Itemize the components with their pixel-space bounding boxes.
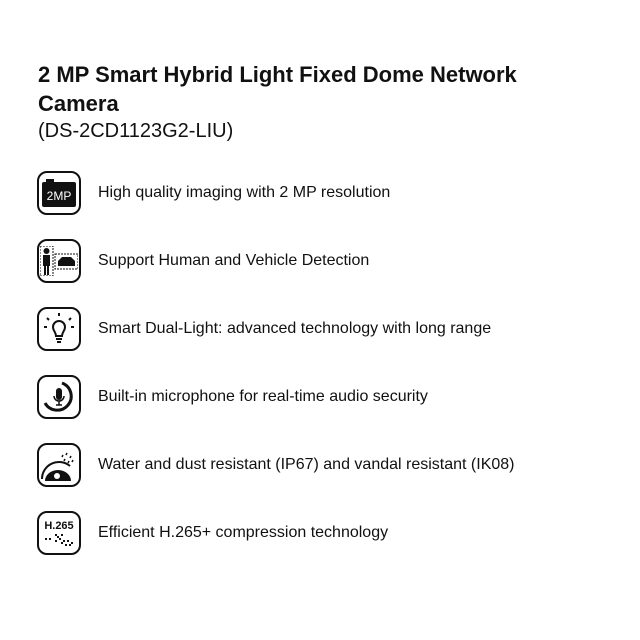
feature-item: [37, 509, 388, 557]
feature-label: Efficient H.265+ compression technology: [98, 524, 389, 541]
product-title: 2 MP Smart Hybrid Light Fixed Dome Network Camera: [38, 62, 517, 116]
feature-item: [37, 237, 369, 285]
feature-label: Support Human and Vehicle Detection: [98, 252, 370, 269]
h265-compression-icon: [37, 511, 81, 555]
feature-label: High quality imaging with 2 MP resolution: [98, 184, 391, 201]
feature-label: Smart Dual-Light: advanced technology with long range: [98, 320, 492, 337]
lightbulb-icon: [37, 307, 81, 351]
feature-item: [37, 305, 491, 353]
microphone-icon: [37, 375, 81, 419]
feature-item: [37, 373, 428, 421]
feature-label: Built-in microphone for real-time audio security: [98, 388, 428, 405]
feature-item: [37, 169, 390, 217]
feature-label: Water and dust resistant (IP67) and vandal resistant (IK08): [98, 456, 515, 473]
feature-item: [37, 441, 515, 489]
human-vehicle-detection-icon: [37, 239, 81, 283]
weather-resistant-icon: [37, 443, 81, 487]
camera-2mp-icon: [37, 171, 81, 215]
product-model: (DS-2CD1123G2-LIU): [38, 120, 234, 142]
icon-text: H.265: [44, 520, 74, 532]
icon-text: 2MP: [46, 189, 72, 203]
